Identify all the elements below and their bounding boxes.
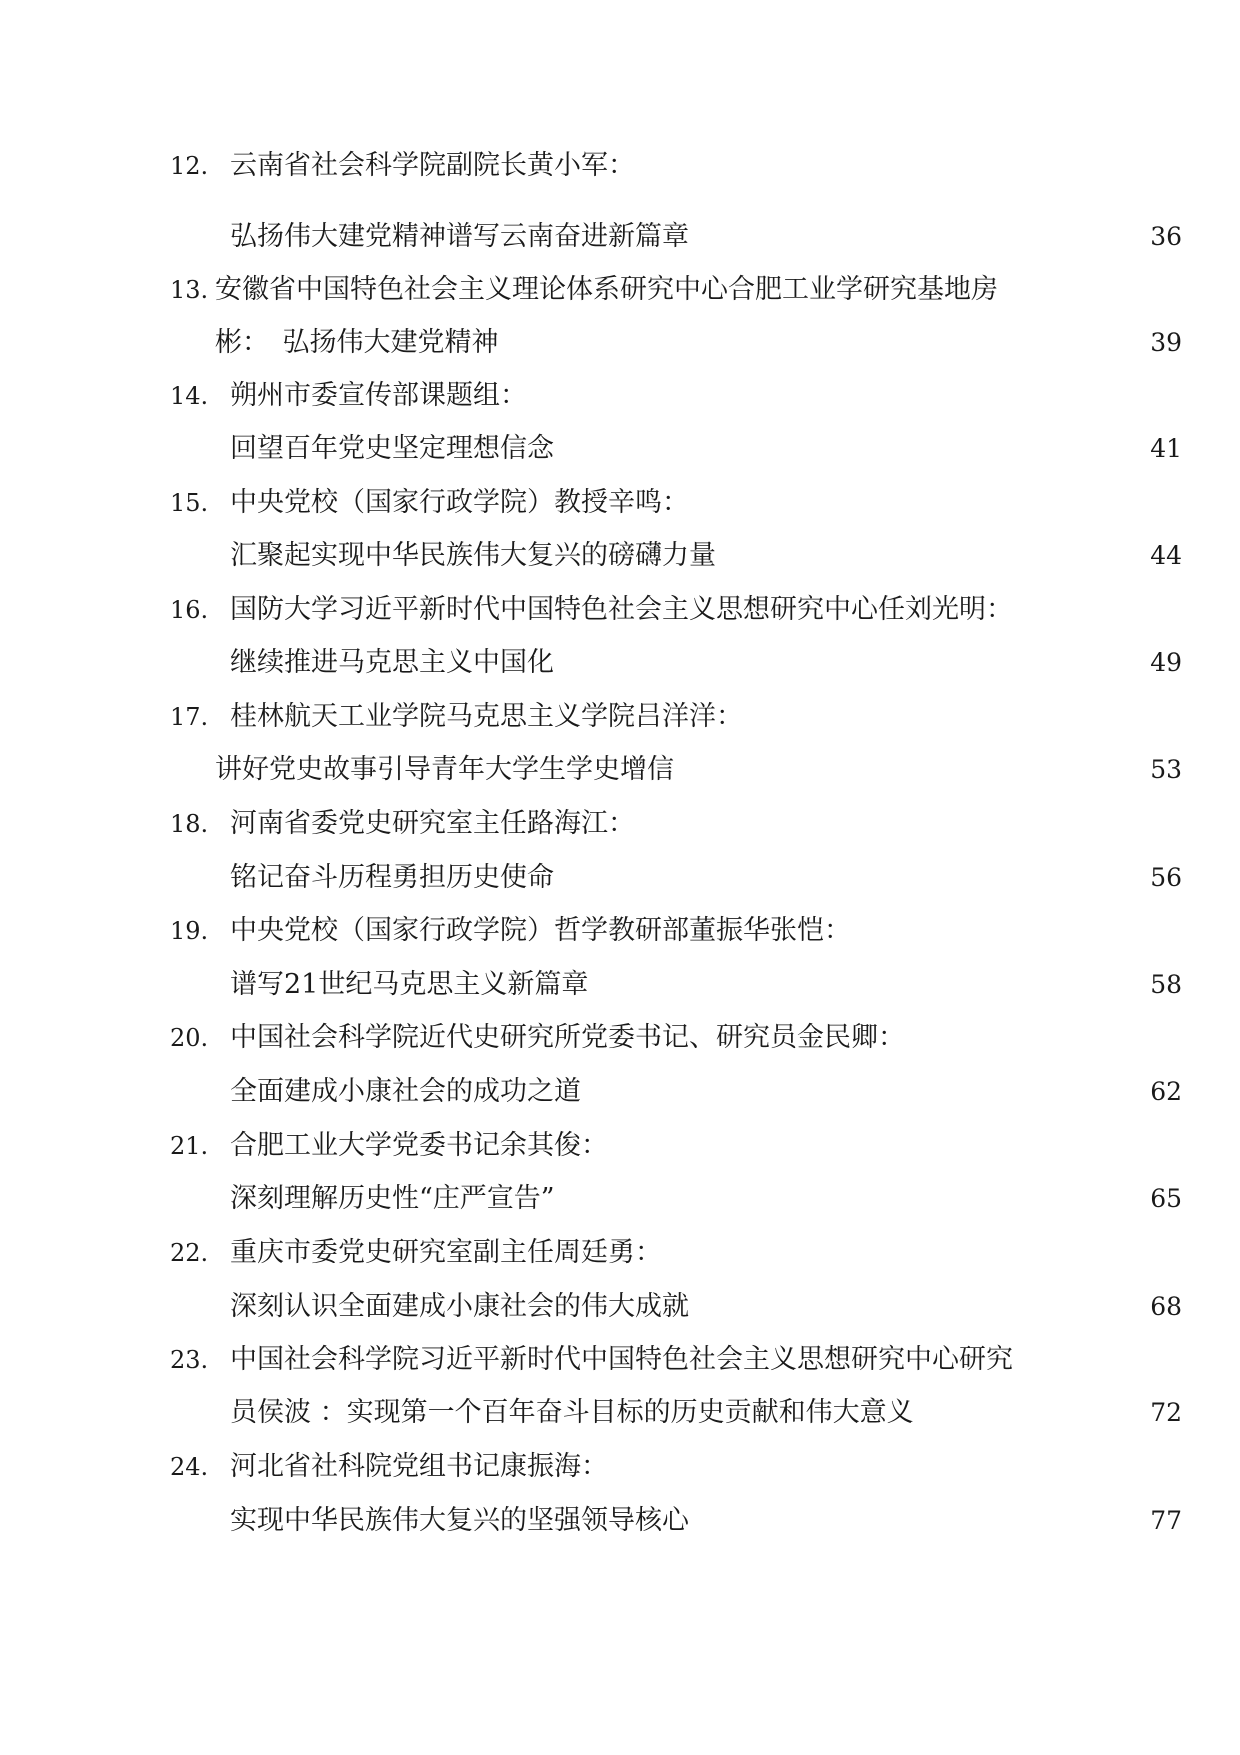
toc-entry-15-title xyxy=(0,478,1240,528)
entry-author: 中央党校（国家行政学院）哲学教研部董振华张恺： xyxy=(230,915,851,946)
toc-entry-13-subtitle xyxy=(0,318,1240,368)
entry-author: 中央党校（国家行政学院）教授辛鸣： xyxy=(230,487,689,518)
toc-entry-21-title xyxy=(0,1121,1240,1171)
entry-title: 实现中华民族伟大复兴的坚强领导核心 xyxy=(230,1505,689,1536)
entry-title: 继续推进马克思主义中国化 xyxy=(230,647,554,678)
toc-entry-17-subtitle xyxy=(0,745,1240,795)
entry-number: 16. xyxy=(170,596,209,624)
entry-title: 全面建成小康社会的成功之道 xyxy=(230,1076,581,1107)
toc-entry-14-title xyxy=(0,371,1240,421)
toc-entry-13-title xyxy=(0,265,1240,315)
entry-author: 中国社会科学院近代史研究所党委书记、研究员金民卿： xyxy=(230,1022,905,1053)
entry-number: 12. xyxy=(170,152,209,180)
entry-number: 14. xyxy=(170,382,209,410)
toc-entry-22-subtitle xyxy=(0,1282,1240,1332)
toc-entry-14-subtitle xyxy=(0,424,1240,474)
entry-number: 21. xyxy=(170,1132,209,1160)
entry-title: 铭记奋斗历程勇担历史使命 xyxy=(230,862,554,893)
page-number: 44 xyxy=(1150,541,1182,570)
entry-number: 24. xyxy=(170,1453,209,1481)
entry-author: 桂林航天工业学院马克思主义学院吕洋洋： xyxy=(230,701,743,732)
entry-title: 彬： 弘扬伟大建党精神 xyxy=(215,327,499,358)
toc-entry-24-subtitle xyxy=(0,1496,1240,1546)
page-number: 65 xyxy=(1150,1184,1182,1213)
entry-author: 中国社会科学院习近平新时代中国特色社会主义思想研究中心研究 xyxy=(230,1344,1013,1375)
page-number: 72 xyxy=(1150,1398,1182,1427)
entry-author: 安徽省中国特色社会主义理论体系研究中心合肥工业学研究基地房 xyxy=(215,274,998,305)
page-number: 39 xyxy=(1150,328,1182,357)
page-number: 68 xyxy=(1150,1292,1182,1321)
toc-entry-12-title xyxy=(0,141,1240,191)
page-number: 36 xyxy=(1150,222,1182,251)
page-number: 56 xyxy=(1150,863,1182,892)
entry-author: 朔州市委宣传部课题组： xyxy=(230,380,527,411)
page-number: 49 xyxy=(1150,648,1182,677)
page-number: 53 xyxy=(1150,755,1182,784)
toc-entry-16-subtitle xyxy=(0,638,1240,688)
entry-author: 河北省社科院党组书记康振海： xyxy=(230,1451,608,1482)
toc-entry-17-title xyxy=(0,692,1240,742)
toc-entry-23-subtitle xyxy=(0,1388,1240,1438)
toc-entry-18-subtitle xyxy=(0,853,1240,903)
toc-entry-12-subtitle xyxy=(0,212,1240,262)
toc-entry-24-title xyxy=(0,1442,1240,1492)
entry-author: 河南省委党史研究室主任路海江： xyxy=(230,808,635,839)
entry-number: 20. xyxy=(170,1024,209,1052)
toc-entry-21-subtitle xyxy=(0,1174,1240,1224)
toc-entry-15-subtitle xyxy=(0,531,1240,581)
page-number: 58 xyxy=(1150,970,1182,999)
toc-entry-23-title xyxy=(0,1335,1240,1385)
entry-title: 汇聚起实现中华民族伟大复兴的磅礴力量 xyxy=(230,540,716,571)
toc-entry-18-title xyxy=(0,799,1240,849)
toc-entry-16-title xyxy=(0,585,1240,635)
entry-title: 深刻认识全面建成小康社会的伟大成就 xyxy=(230,1291,689,1322)
toc-entry-20-subtitle xyxy=(0,1067,1240,1117)
entry-title: 深刻理解历史性“庄严宣告” xyxy=(230,1183,555,1214)
page-number: 62 xyxy=(1150,1077,1182,1106)
page-number: 77 xyxy=(1150,1506,1182,1535)
entry-title: 讲好党史故事引导青年大学生学史增信 xyxy=(215,754,674,785)
entry-number: 19. xyxy=(170,917,209,945)
entry-title: 弘扬伟大建党精神谱写云南奋进新篇章 xyxy=(230,221,689,252)
entry-title: 回望百年党史坚定理想信念 xyxy=(230,433,554,464)
entry-author: 重庆市委党史研究室副主任周廷勇： xyxy=(230,1237,662,1268)
entry-title: 员侯波 ：实现第一个百年奋斗目标的历史贡献和伟大意义 xyxy=(230,1397,914,1428)
entry-title: 谱写21世纪马克思主义新篇章 xyxy=(230,969,589,1000)
entry-author: 合肥工业大学党委书记余其俊： xyxy=(230,1130,608,1161)
entry-author: 云南省社会科学院副院长黄小军： xyxy=(230,150,635,181)
toc-entry-20-title xyxy=(0,1013,1240,1063)
toc-entry-19-subtitle xyxy=(0,960,1240,1010)
entry-author: 国防大学习近平新时代中国特色社会主义思想研究中心任刘光明： xyxy=(230,594,1013,625)
entry-number: 23. xyxy=(170,1346,209,1374)
entry-number: 17. xyxy=(170,703,209,731)
toc-entry-22-title xyxy=(0,1228,1240,1278)
entry-number: 22. xyxy=(170,1239,209,1267)
entry-number: 18. xyxy=(170,810,209,838)
toc-entry-19-title xyxy=(0,906,1240,956)
entry-number: 15. xyxy=(170,489,209,517)
entry-number: 13. xyxy=(170,276,209,304)
page-number: 41 xyxy=(1150,434,1182,463)
